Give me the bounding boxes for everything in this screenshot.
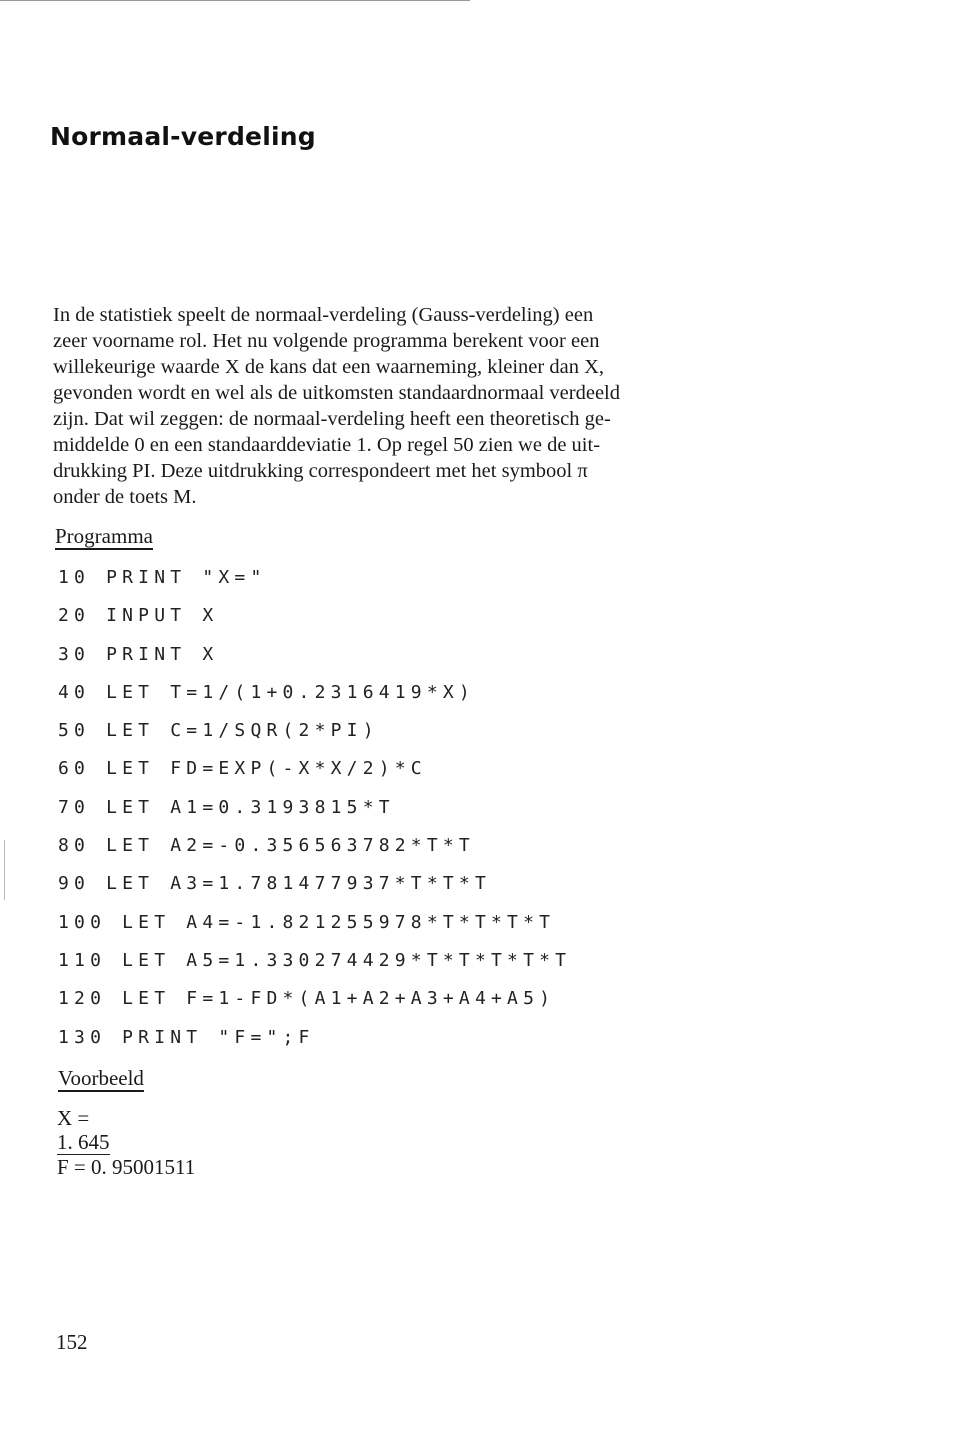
intro-paragraph — [53, 302, 853, 510]
code-line: 50 LET C=1/SQR(2*PI) — [58, 720, 379, 742]
intro-line: middelde 0 en een standaarddeviatie 1. Op regel 50 zien we de uit- — [53, 434, 601, 456]
code-line: 10 PRINT "X=" — [58, 567, 267, 588]
code-line: 60 LET FD=EXP(-X*X/2)*C — [58, 758, 427, 780]
example-output — [57, 1106, 195, 1179]
intro-line: zijn. Dat wil zeggen: de normaal-verdeling heeft een theoretisch ge- — [53, 408, 611, 430]
example-prompt: X = — [57, 1106, 90, 1130]
code-line: 20 INPUT X — [58, 605, 219, 627]
code-line: 100 LET A4=-1.821255978*T*T*T*T — [58, 911, 556, 933]
code-line: 70 LET A1=0.3193815*T — [58, 796, 395, 818]
intro-line: gevonden wordt en wel als de uitkomsten standaardnormaal verdeeld — [53, 382, 620, 404]
code-line: 30 PRINT X — [58, 643, 219, 665]
example-input: 1. 645 — [57, 1130, 110, 1154]
code-line: 40 LET T=1/(1+0.2316419*X) — [58, 681, 475, 703]
top-rule — [0, 0, 470, 1]
code-line: 90 LET A3=1.781477937*T*T*T — [58, 873, 491, 895]
intro-line: zeer voorname rol. Het nu volgende programma berekent voor een — [53, 330, 600, 352]
intro-line: drukking PI. Deze uitdrukking correspondeert met het symbool π — [53, 460, 588, 482]
example-section-label: Voorbeeld — [58, 1066, 144, 1090]
page-number: 152 — [56, 1330, 88, 1354]
code-line: 130 PRINT "F=";F — [58, 1026, 315, 1048]
example-result: F = 0. 95001511 — [57, 1155, 196, 1179]
intro-line: willekeurige waarde X de kans dat een waarneming, kleiner dan X, — [53, 356, 604, 378]
code-line: 110 LET A5=1.330274429*T*T*T*T*T — [58, 949, 572, 971]
program-listing — [58, 559, 571, 1057]
intro-line: In de statistiek speelt de normaal-verdeling (Gauss-verdeling) een — [53, 304, 594, 326]
intro-line: onder de toets M. — [53, 486, 197, 508]
code-line: 80 LET A2=-0.356563782*T*T — [58, 835, 475, 857]
page-edge-mark — [4, 840, 5, 900]
program-section-label: Programma — [55, 524, 153, 548]
page-title: Normaal-verdeling — [50, 122, 316, 151]
code-line: 120 LET F=1-FD*(A1+A2+A3+A4+A5) — [58, 988, 556, 1010]
